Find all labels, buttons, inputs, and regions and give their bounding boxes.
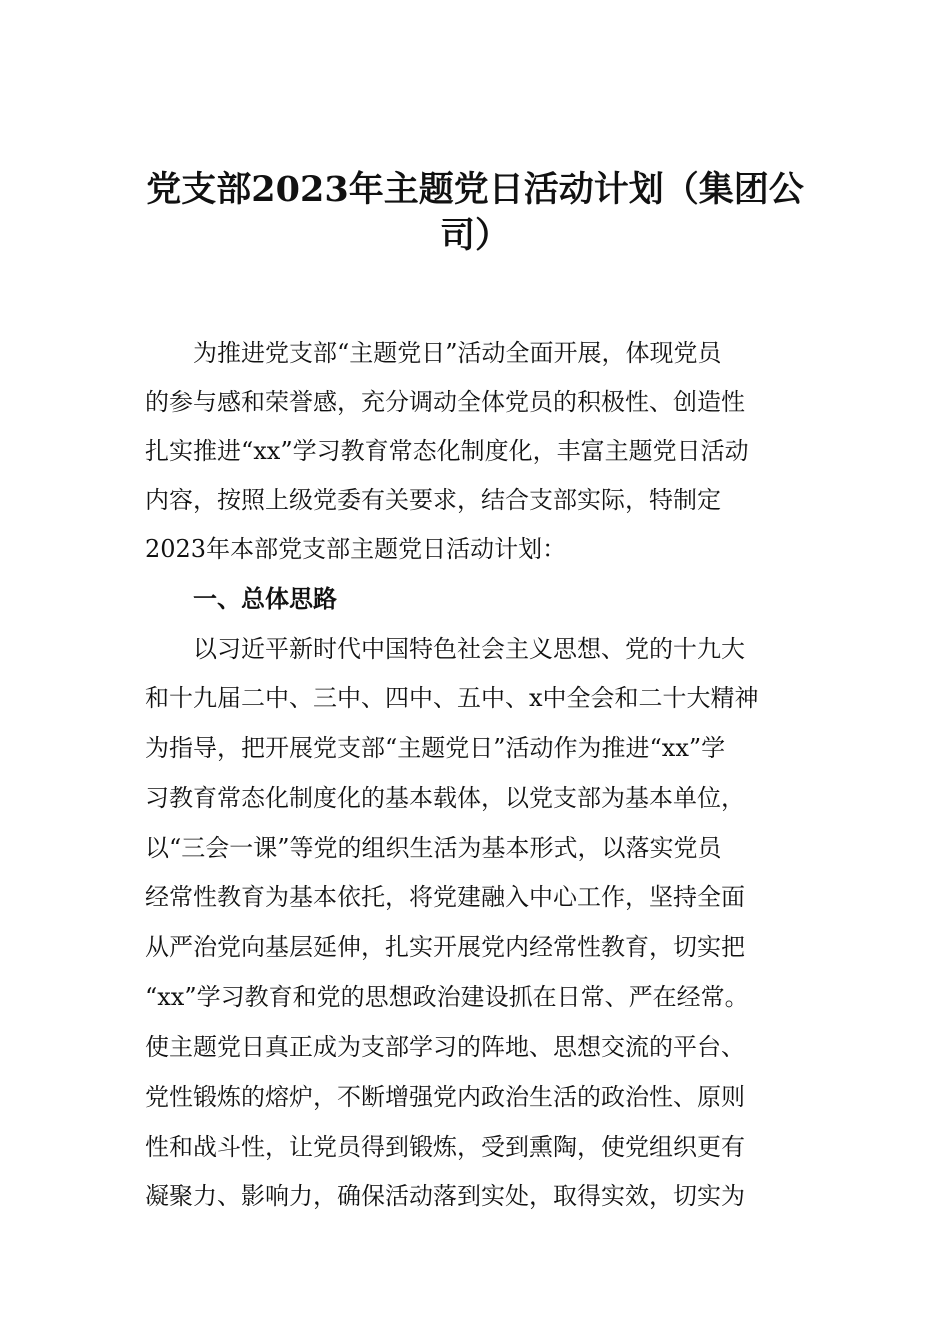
body-line: 以“三会一课”等党的组织生活为基本形式，以落实党员 <box>145 834 722 862</box>
body-line: 以习近平新时代中国特色社会主义思想、党的十九大 <box>193 635 745 663</box>
body-line: 凝聚力、影响力，确保活动落到实处，取得实效，切实为 <box>145 1182 745 1210</box>
section-heading: 一、总体思路 <box>193 585 337 613</box>
document-title-line-1: 党支部2023年主题党日活动计划（集团公 <box>146 169 804 210</box>
intro-line: 内容，按照上级党委有关要求，结合支部实际，特制定 <box>145 486 721 514</box>
intro-line: 2023年本部党支部主题党日活动计划： <box>145 535 567 563</box>
body-line: 从严治党向基层延伸，扎实开展党内经常性教育，切实把 <box>145 933 745 961</box>
body-line: 经常性教育为基本依托，将党建融入中心工作，坚持全面 <box>145 883 745 911</box>
document-title-line-2: 司） <box>439 215 510 256</box>
body-line: 为指导，把开展党支部“主题党日”活动作为推进“xx”学 <box>145 734 726 762</box>
body-line: 习教育常态化制度化的基本载体，以党支部为基本单位， <box>145 784 745 812</box>
intro-line: 为推进党支部“主题党日”活动全面开展，体现党员 <box>193 339 722 367</box>
body-line: 党性锻炼的熔炉，不断增强党内政治生活的政治性、原则 <box>145 1083 745 1111</box>
body-line: 使主题党日真正成为支部学习的阵地、思想交流的平台、 <box>145 1033 745 1061</box>
intro-line: 扎实推进“xx”学习教育常态化制度化，丰富主题党日活动 <box>145 437 749 465</box>
intro-line: 的参与感和荣誉感，充分调动全体党员的积极性、创造性 <box>145 388 745 416</box>
body-line: “xx”学习教育和党的思想政治建设抓在日常、严在经常。 <box>145 983 749 1011</box>
body-line: 和十九届二中、三中、四中、五中、x中全会和二十大精神 <box>145 684 759 712</box>
body-line: 性和战斗性，让党员得到锻炼，受到熏陶，使党组织更有 <box>145 1133 745 1161</box>
